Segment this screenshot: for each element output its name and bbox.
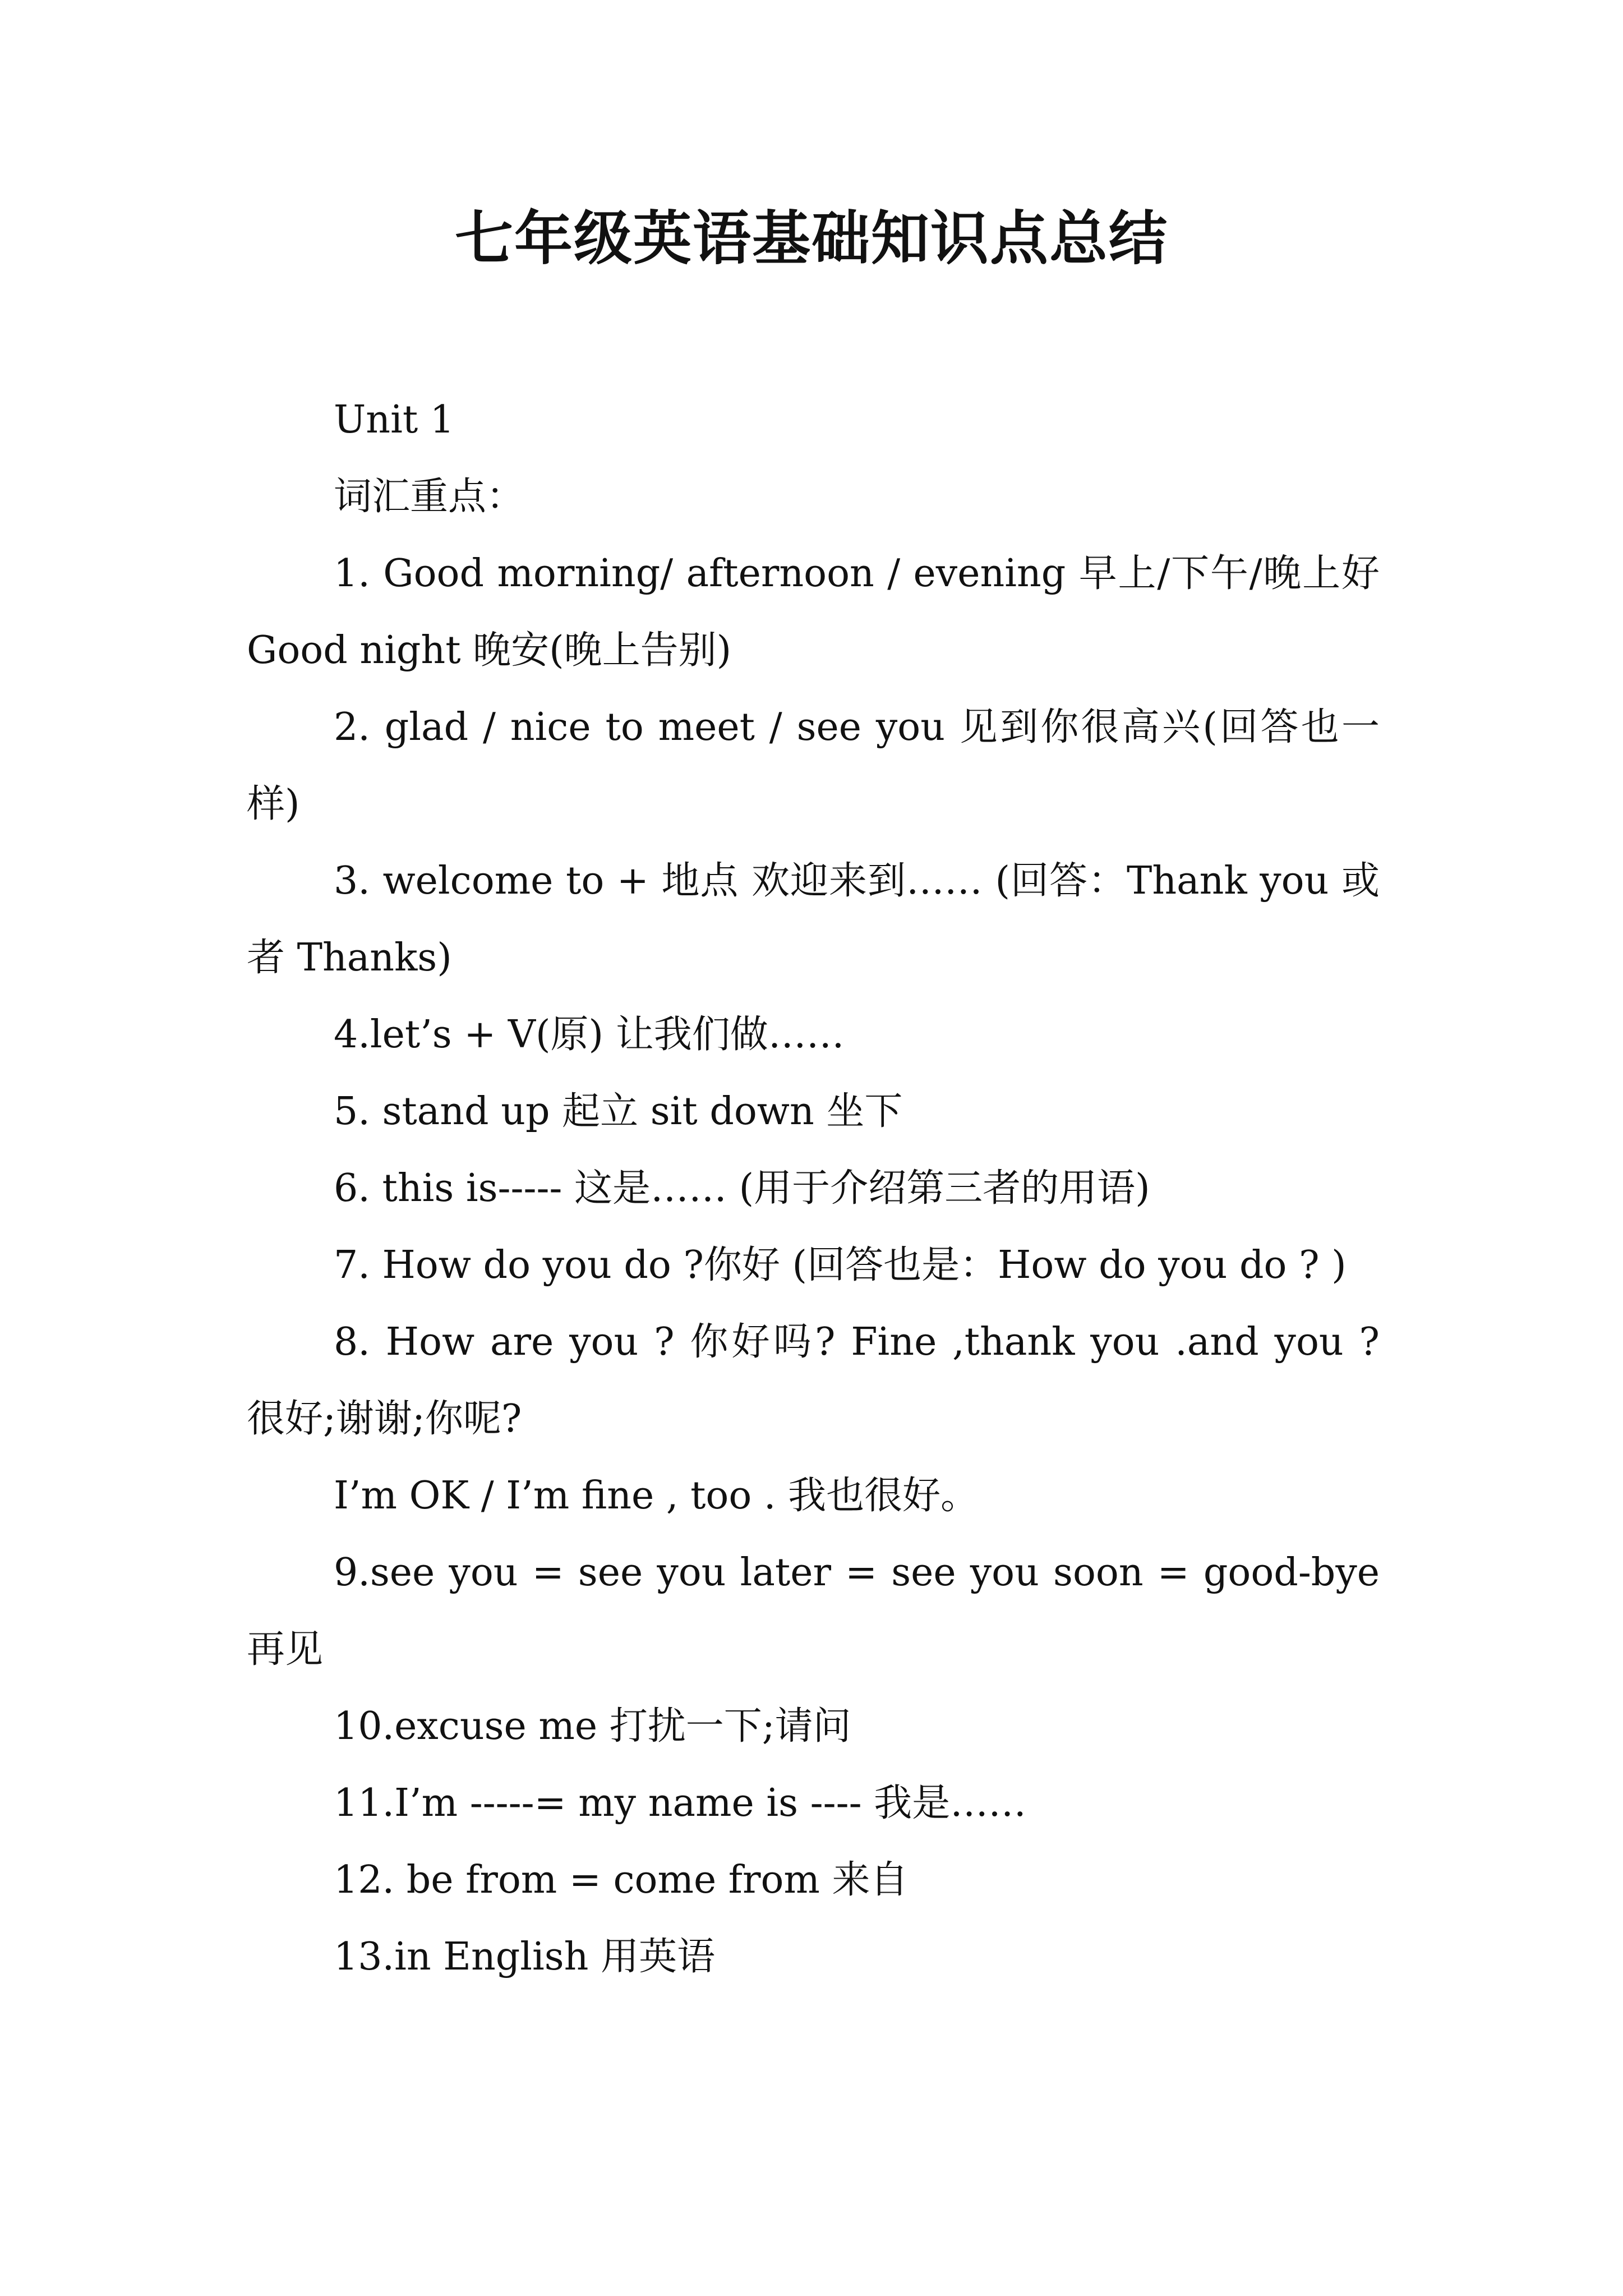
paragraph-item-2: 2. glad / nice to meet / see you 见到你很高兴(回答也一样) bbox=[247, 705, 1380, 826]
paragraph-item-8-reply: I’m OK / I’m fine , too . 我也很好。 bbox=[334, 1474, 979, 1518]
paragraph-vocab-heading: 词汇重点： bbox=[334, 475, 525, 519]
paragraph-item-5: 5. stand up 起立 sit down 坐下 bbox=[334, 1089, 903, 1134]
paragraph-item-11: 11.I’m -----= my name is ---- 我是…… bbox=[334, 1781, 1027, 1825]
paragraph-item-8: 8. How are you ? 你好吗? Fine ,thank you .and you ? 很好;谢谢;你呢? bbox=[247, 1320, 1380, 1441]
document-title: 七年级英语基础知识点总结 bbox=[454, 204, 1168, 273]
paragraph-item-6: 6. this is----- 这是…… (用于介绍第三者的用语) bbox=[334, 1166, 1150, 1211]
paragraph-item-13: 13.in English 用英语 bbox=[334, 1935, 716, 1979]
paragraph-item-7: 7. How do you do ?你好 (回答也是：How do you do ? ) bbox=[334, 1243, 1347, 1287]
paragraph-item-1: 1. Good morning/ afternoon / evening 早上/下午/晚上好 Good night 晚安(晚上告别) bbox=[247, 551, 1380, 673]
paragraph-item-4: 4.let’s + V(原) 让我们做…… bbox=[334, 1013, 845, 1057]
document-body bbox=[247, 381, 1380, 1995]
paragraph-item-12: 12. be from = come from 来自 bbox=[334, 1858, 909, 1902]
paragraph-item-3: 3. welcome to + 地点 欢迎来到…… (回答：Thank you 或者 Thanks) bbox=[247, 859, 1380, 980]
paragraph-unit-heading: Unit 1 bbox=[334, 398, 455, 442]
paragraph-item-9: 9.see you = see you later = see you soon = good-bye 再见 bbox=[247, 1550, 1380, 1672]
paragraph-item-10: 10.excuse me 打扰一下;请问 bbox=[334, 1704, 851, 1749]
